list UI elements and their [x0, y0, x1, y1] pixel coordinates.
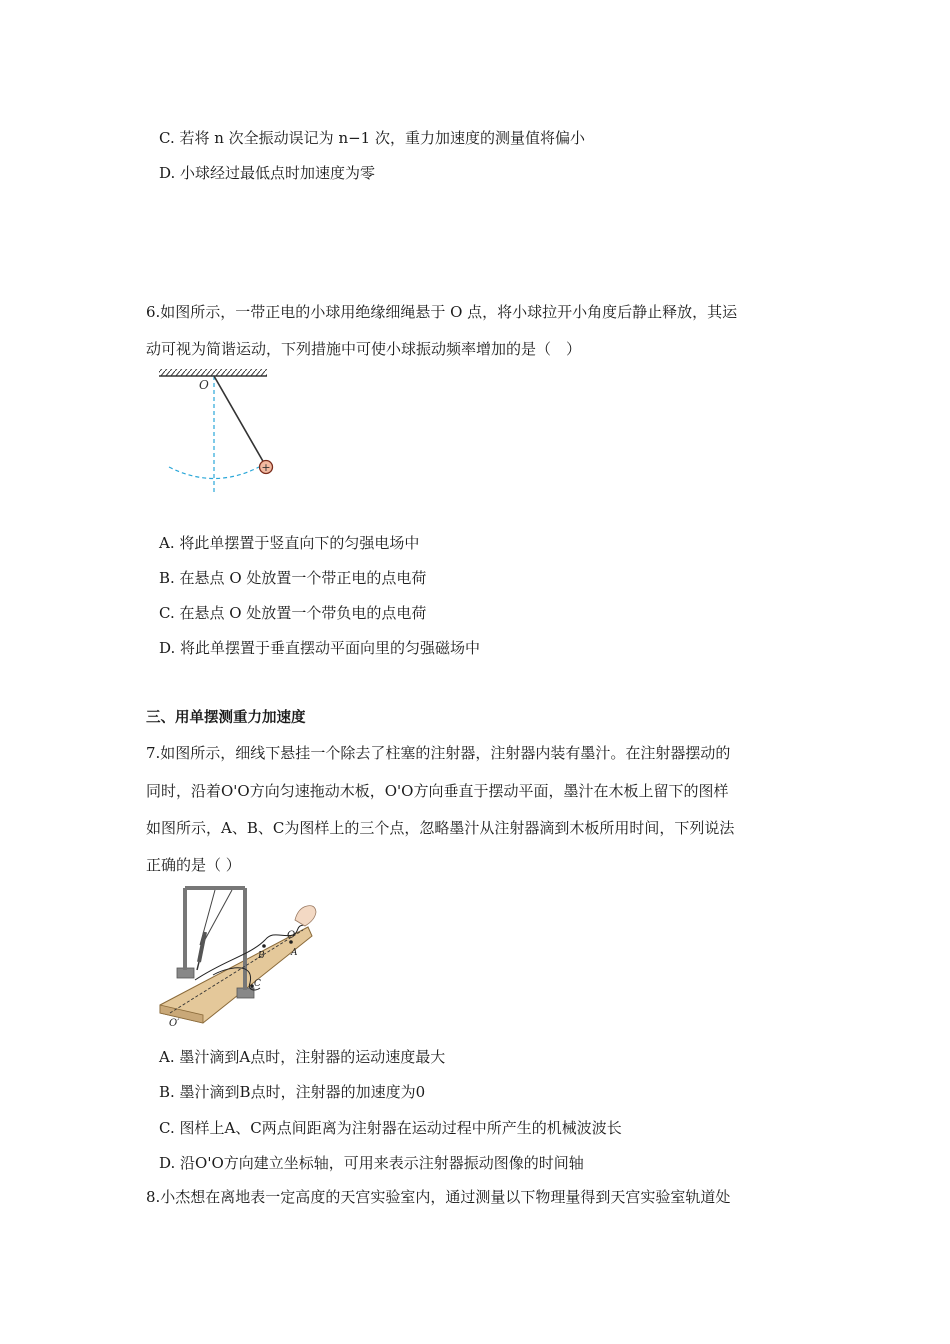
q7-stem-line1: 7.如图所示，细线下悬挂一个除去了柱塞的注射器，注射器内装有墨汁。在注射器摆动的: [146, 744, 731, 762]
pendulum-figure: [155, 365, 280, 500]
label-o-prime: O′: [169, 1018, 180, 1029]
point-b-dot: [262, 944, 266, 948]
syringe-tip: [197, 962, 199, 970]
pivot-o-label: O: [199, 378, 209, 392]
q7-option-a: A. 墨汁滴到A点时，注射器的运动速度最大: [159, 1048, 446, 1066]
q8-stem-line1: 8.小杰想在离地表一定高度的天宫实验室内，通过测量以下物理量得到天宫实验室轨道处: [146, 1188, 731, 1206]
q7-stem-line4: 正确的是（ ）: [146, 856, 241, 874]
section-3-title: 三、用单摆测重力加速度: [146, 710, 306, 726]
q5-option-d: D. 小球经过最低点时加速度为零: [159, 164, 376, 182]
label-o: O: [287, 930, 296, 941]
q6-option-c: C. 在悬点 O 处放置一个带负电的点电荷: [159, 604, 427, 622]
syringe-pendulum-figure: [155, 880, 320, 1032]
pendulum-string: [214, 376, 264, 463]
hand-pulling: [295, 906, 316, 926]
q6-option-b: B. 在悬点 O 处放置一个带正电的点电荷: [159, 569, 427, 587]
q7-option-c: C. 图样上A、C两点间距离为注射器在运动过程中所产生的机械波波长: [159, 1119, 622, 1137]
q6-stem-line2: 动可视为简谐运动，下列措施中可使小球振动频率增加的是（ ）: [146, 340, 582, 358]
label-c: C: [254, 979, 261, 989]
ceiling-hatch: [159, 369, 267, 376]
q6-option-d: D. 将此单摆置于垂直摆动平面向里的匀强磁场中: [159, 639, 481, 657]
label-b: B: [258, 951, 265, 961]
q6-stem-line1: 6.如图所示，一带正电的小球用绝缘细绳悬于 O 点，将小球拉开小角度后静止释放，其运: [146, 303, 738, 321]
q7-option-d: D. 沿O'O方向建立坐标轴，可用来表示注射器振动图像的时间轴: [159, 1154, 584, 1172]
suspension-string-right: [202, 890, 232, 945]
q7-stem-line3: 如图所示，A、B、C为图样上的三个点，忽略墨汁从注射器滴到木板所用时间，下列说法: [146, 819, 735, 837]
q6-option-a: A. 将此单摆置于竖直向下的匀强电场中: [159, 534, 420, 552]
label-a: A: [291, 948, 298, 958]
q7-stem-line2: 同时，沿着O'O方向匀速拖动木板，O'O方向垂直于摆动平面，墨汁在木板上留下的图样: [146, 782, 729, 800]
q7-option-b: B. 墨汁滴到B点时，注射器的加速度为0: [159, 1083, 426, 1101]
charge-plus-label: +: [261, 461, 271, 474]
q5-option-c: C. 若将 n 次全振动误记为 n−1 次，重力加速度的测量值将偏小: [159, 129, 585, 147]
